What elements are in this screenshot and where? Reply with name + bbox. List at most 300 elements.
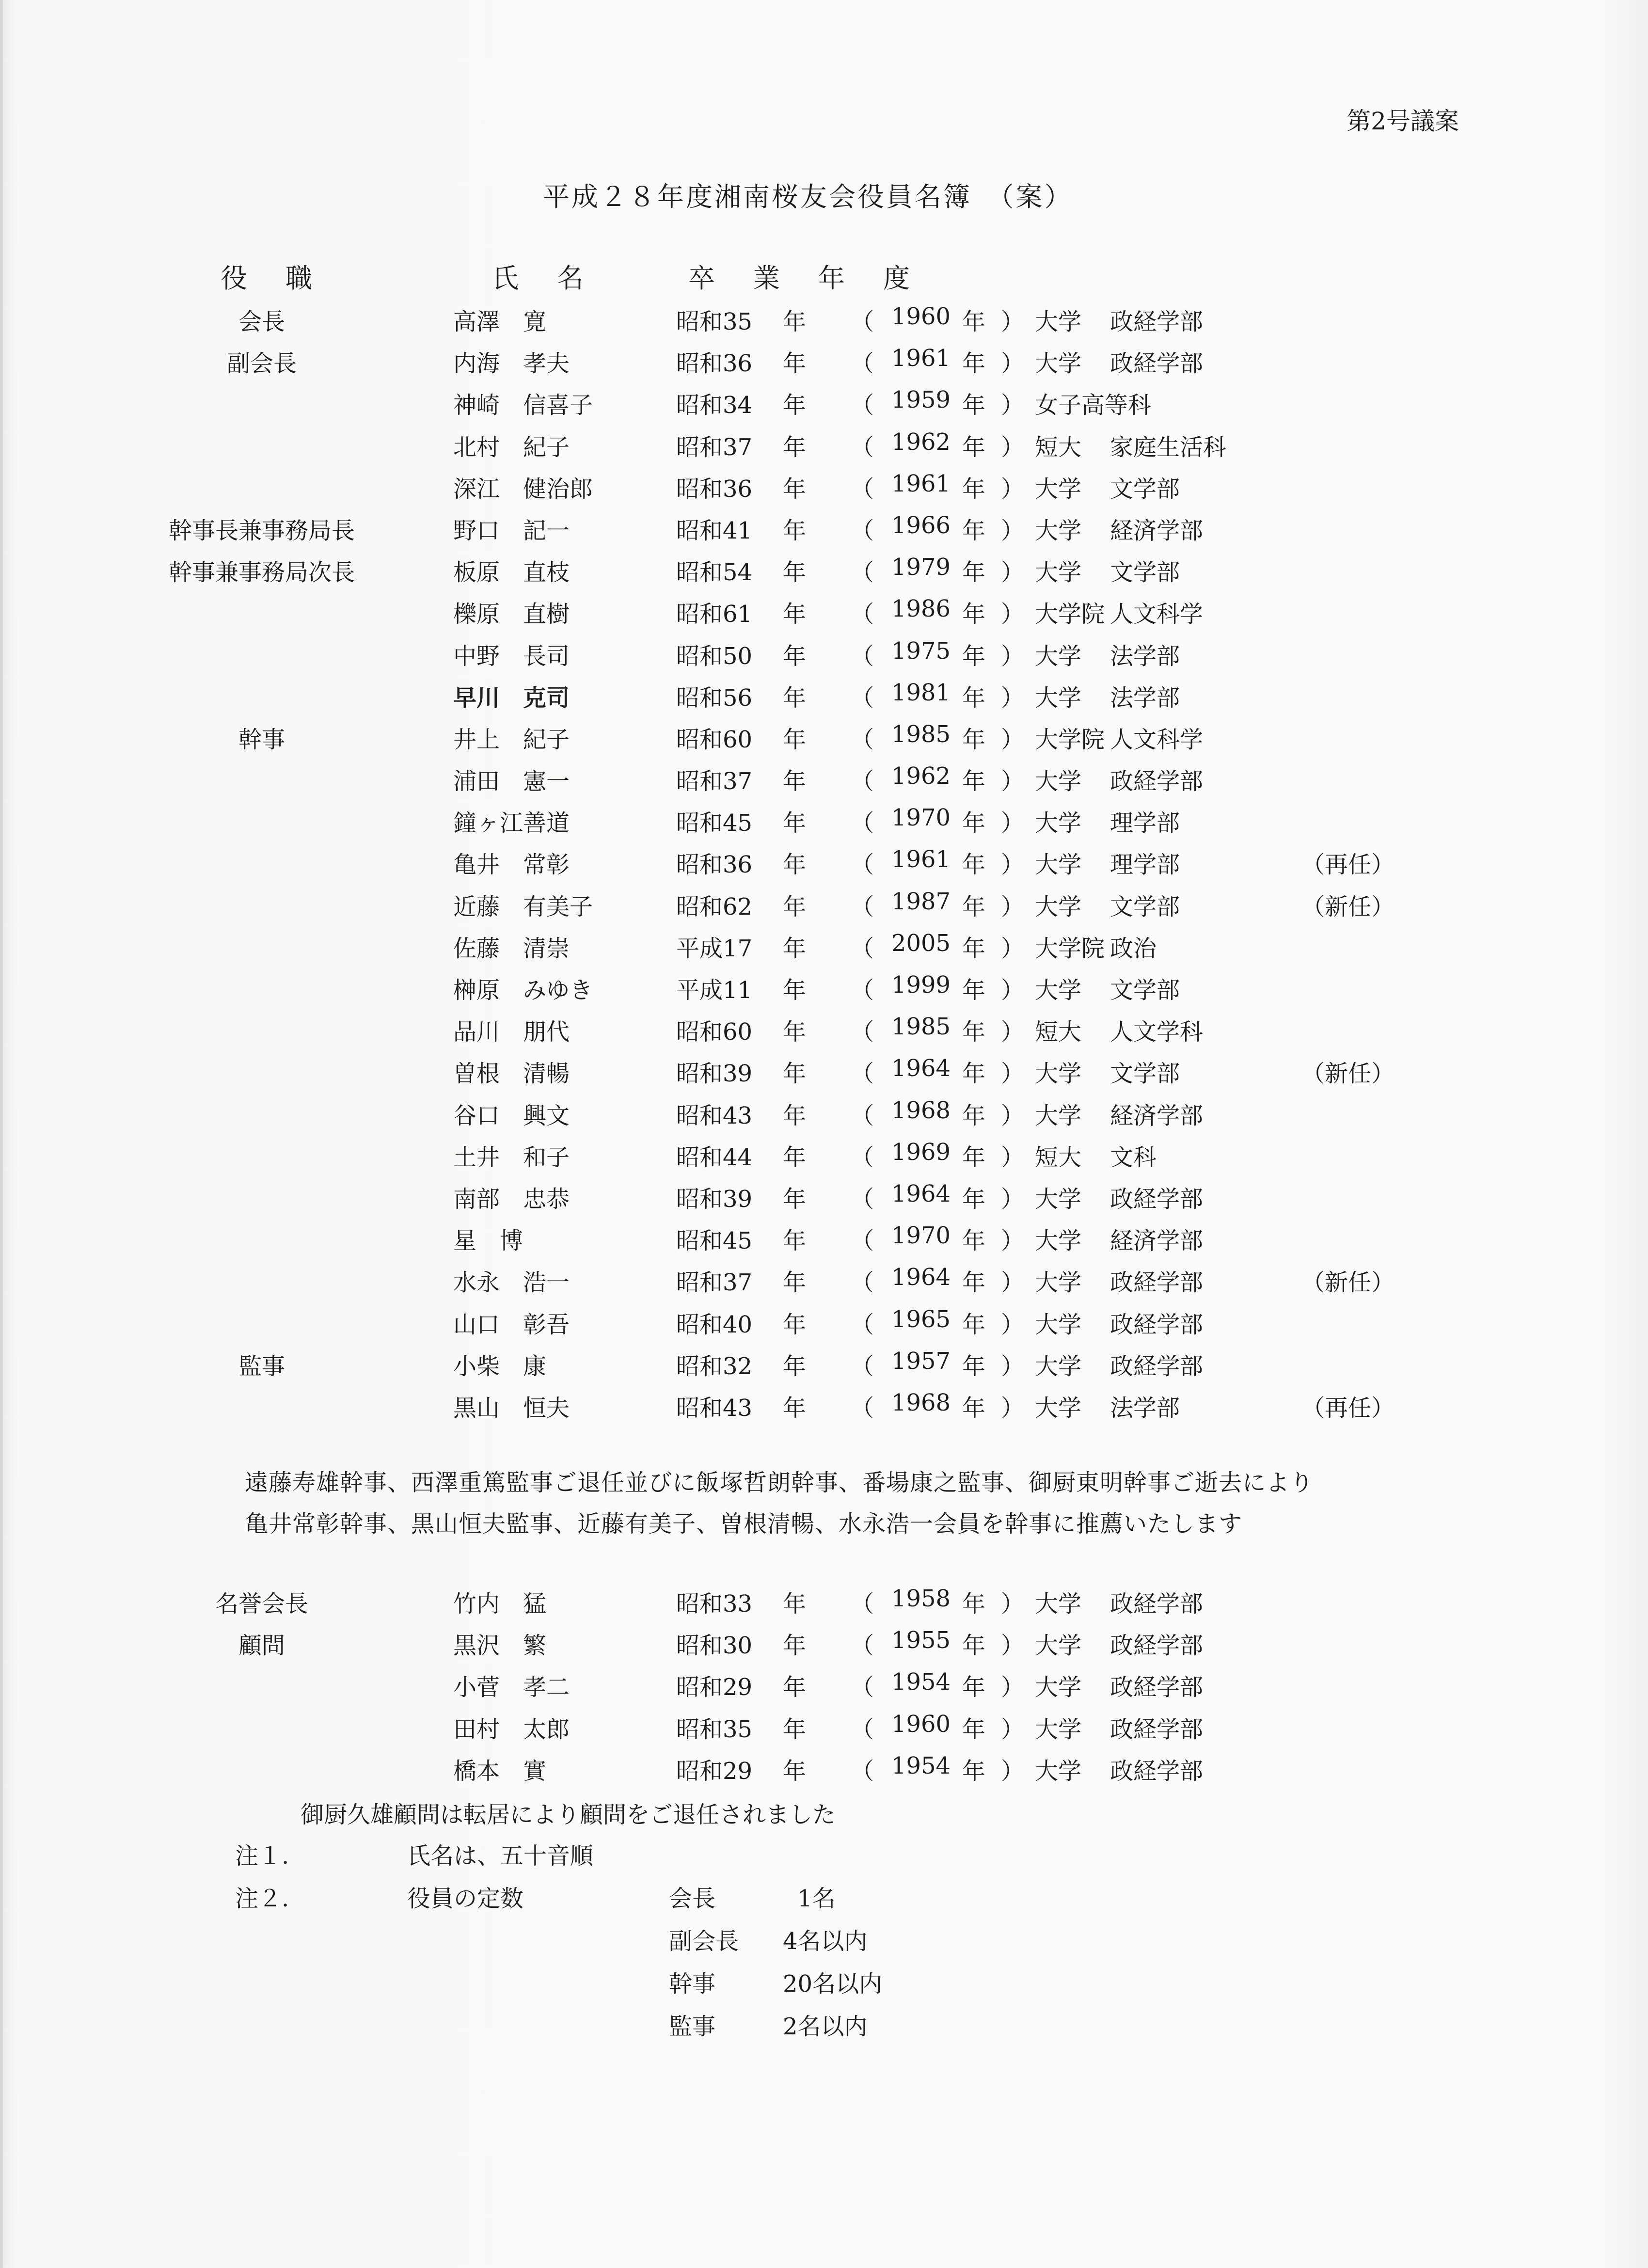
officer-western-year: 1985 bbox=[891, 1013, 951, 1041]
officer-role: 副会長 bbox=[226, 350, 297, 378]
officer-faculty: 人文科学 bbox=[1110, 726, 1204, 753]
advisor-paren-close: ） bbox=[1001, 1715, 1025, 1743]
officer-year-suffix-2: 年 bbox=[962, 935, 986, 962]
retirement-note: 御厨久雄顧問は転居により顧問をご退任されました bbox=[301, 1801, 836, 1828]
officer-paren-open: （ bbox=[851, 1311, 874, 1338]
advisor-name: 橋本 實 bbox=[453, 1757, 547, 1785]
officer-faculty: 理学部 bbox=[1110, 851, 1180, 879]
officer-school: 大学 bbox=[1035, 350, 1082, 378]
officer-paren-close: ） bbox=[1001, 1311, 1025, 1338]
officer-school: 大学 bbox=[1035, 308, 1082, 335]
officer-year-suffix: 年 bbox=[783, 1227, 807, 1255]
officer-faculty: 法学部 bbox=[1110, 1394, 1180, 1422]
officer-name: 水永 浩一 bbox=[453, 1269, 570, 1297]
officer-western-year: 1968 bbox=[891, 1389, 951, 1416]
officer-era-year: 昭和56 bbox=[676, 684, 753, 712]
officer-faculty: 政経学部 bbox=[1110, 768, 1204, 795]
officer-era-year: 昭和41 bbox=[676, 517, 753, 544]
officer-era-year: 昭和36 bbox=[676, 851, 753, 879]
officer-name: 品川 朋代 bbox=[453, 1018, 570, 1046]
officer-paren-open: （ bbox=[851, 392, 874, 419]
advisor-faculty: 政経学部 bbox=[1110, 1674, 1204, 1701]
note-2-label: 注２. bbox=[235, 1885, 289, 1912]
officer-year-suffix: 年 bbox=[783, 475, 807, 503]
officer-era-year: 平成11 bbox=[676, 977, 753, 1004]
officer-paren-open: （ bbox=[851, 433, 874, 461]
advisor-paren-open: （ bbox=[851, 1590, 874, 1618]
officer-name: 山口 彰吾 bbox=[453, 1311, 570, 1338]
officer-year-suffix-2: 年 bbox=[962, 726, 986, 753]
officer-school: 大学 bbox=[1035, 768, 1082, 795]
officer-row bbox=[0, 590, 1648, 632]
officer-year-suffix-2: 年 bbox=[962, 1311, 986, 1338]
officer-status-note: （再任） bbox=[1301, 1394, 1395, 1422]
officer-paren-close: ） bbox=[1001, 1352, 1025, 1380]
officer-row bbox=[0, 1301, 1648, 1343]
officer-era-year: 昭和37 bbox=[676, 768, 753, 795]
officer-era-year: 昭和34 bbox=[676, 392, 753, 419]
advisor-year-suffix-2: 年 bbox=[962, 1590, 986, 1618]
officer-faculty: 政経学部 bbox=[1110, 1185, 1204, 1213]
officer-name: 中野 長司 bbox=[453, 642, 570, 670]
officer-western-year: 1962 bbox=[891, 762, 951, 790]
officer-year-suffix-2: 年 bbox=[962, 1102, 986, 1129]
officer-school: 大学 bbox=[1035, 851, 1082, 879]
advisor-name: 黒沢 繁 bbox=[453, 1632, 547, 1660]
officer-faculty: 文学部 bbox=[1110, 559, 1180, 587]
officer-paren-close: ） bbox=[1001, 1185, 1025, 1213]
officer-era-year: 昭和54 bbox=[676, 559, 753, 587]
officer-row bbox=[0, 424, 1648, 465]
officer-era-year: 昭和44 bbox=[676, 1143, 753, 1171]
officer-paren-close: ） bbox=[1001, 726, 1025, 753]
officer-status-note: （新任） bbox=[1301, 1060, 1395, 1088]
officer-era-year: 昭和60 bbox=[676, 726, 753, 753]
officer-name: 南部 忠恭 bbox=[453, 1185, 570, 1213]
officer-row bbox=[0, 758, 1648, 799]
advisor-name: 竹内 猛 bbox=[453, 1590, 547, 1618]
officer-paren-close: ） bbox=[1001, 935, 1025, 962]
officer-paren-close: ） bbox=[1001, 1269, 1025, 1297]
officer-era-year: 平成17 bbox=[676, 935, 753, 962]
quota-role: 副会長 bbox=[669, 1928, 739, 1955]
officer-western-year: 1964 bbox=[891, 1180, 951, 1207]
officer-name: 井上 紀子 bbox=[453, 726, 570, 753]
officer-paren-open: （ bbox=[851, 308, 874, 335]
officer-name: 早川 克司 bbox=[453, 684, 570, 712]
advisor-name: 小菅 孝二 bbox=[453, 1674, 570, 1701]
officer-school: 大学 bbox=[1035, 517, 1082, 544]
officer-paren-close: ） bbox=[1001, 392, 1025, 419]
officer-year-suffix-2: 年 bbox=[962, 893, 986, 920]
officer-name: 板原 直枝 bbox=[453, 559, 570, 587]
officer-faculty: 文科 bbox=[1110, 1143, 1157, 1171]
officer-year-suffix-2: 年 bbox=[962, 1018, 986, 1046]
officer-row bbox=[0, 674, 1648, 716]
officer-row bbox=[0, 381, 1648, 423]
officer-name: 黒山 恒夫 bbox=[453, 1394, 570, 1422]
officer-era-year: 昭和35 bbox=[676, 308, 753, 335]
officer-name: 亀井 常彰 bbox=[453, 851, 570, 879]
officer-paren-close: ） bbox=[1001, 1018, 1025, 1046]
officer-row bbox=[0, 1259, 1648, 1301]
officer-school: 短大 bbox=[1035, 1143, 1082, 1171]
advisor-school: 大学 bbox=[1035, 1632, 1082, 1660]
advisor-era-year: 昭和29 bbox=[676, 1757, 753, 1785]
advisor-era-year: 昭和29 bbox=[676, 1674, 753, 1701]
officer-year-suffix-2: 年 bbox=[962, 1394, 986, 1422]
officer-western-year: 1979 bbox=[891, 554, 951, 581]
officer-paren-open: （ bbox=[851, 475, 874, 503]
officer-name: 小柴 康 bbox=[453, 1352, 547, 1380]
officer-paren-close: ） bbox=[1001, 1394, 1025, 1422]
advisor-school: 大学 bbox=[1035, 1757, 1082, 1785]
quota-count: 20名以内 bbox=[783, 1970, 883, 1998]
officer-era-year: 昭和40 bbox=[676, 1311, 753, 1338]
officer-faculty: 文学部 bbox=[1110, 893, 1180, 920]
officer-school: 大学 bbox=[1035, 893, 1082, 920]
officer-role: 幹事長兼事務局長 bbox=[168, 517, 355, 544]
officer-row bbox=[0, 1217, 1648, 1259]
officer-year-suffix-2: 年 bbox=[962, 684, 986, 712]
advisor-role: 名誉会長 bbox=[215, 1590, 308, 1618]
officer-era-year: 昭和45 bbox=[676, 1227, 753, 1255]
advisor-western-year: 1960 bbox=[891, 1710, 951, 1738]
officer-school: 大学 bbox=[1035, 642, 1082, 670]
quota-count: 2名以内 bbox=[783, 2013, 868, 2040]
officer-paren-close: ） bbox=[1001, 433, 1025, 461]
officer-school: 大学 bbox=[1035, 1394, 1082, 1422]
officer-name: 榊原 みゆき bbox=[453, 977, 593, 1004]
officer-paren-close: ） bbox=[1001, 893, 1025, 920]
officer-era-year: 昭和60 bbox=[676, 1018, 753, 1046]
officer-paren-open: （ bbox=[851, 350, 874, 378]
officer-western-year: 1999 bbox=[891, 971, 951, 999]
officer-faculty: 経済学部 bbox=[1110, 517, 1204, 544]
advisor-year-suffix-2: 年 bbox=[962, 1674, 986, 1701]
officer-year-suffix: 年 bbox=[783, 1102, 807, 1129]
officer-row bbox=[0, 298, 1648, 340]
officer-era-year: 昭和43 bbox=[676, 1102, 753, 1129]
officer-faculty: 文学部 bbox=[1110, 977, 1180, 1004]
officer-paren-close: ） bbox=[1001, 517, 1025, 544]
officer-faculty: 法学部 bbox=[1110, 684, 1180, 712]
advisor-school: 大学 bbox=[1035, 1590, 1082, 1618]
officer-school: 女子高等科 bbox=[1035, 392, 1152, 419]
officer-row bbox=[0, 340, 1648, 381]
officer-year-suffix-2: 年 bbox=[962, 1269, 986, 1297]
officer-paren-open: （ bbox=[851, 1143, 874, 1171]
advisor-paren-open: （ bbox=[851, 1674, 874, 1701]
officer-name: 土井 和子 bbox=[453, 1143, 570, 1171]
header-name: 氏 名 bbox=[492, 263, 590, 294]
officer-name: 高澤 寛 bbox=[453, 308, 547, 335]
officer-year-suffix: 年 bbox=[783, 1060, 807, 1088]
officer-western-year: 1961 bbox=[891, 345, 951, 372]
advisor-row bbox=[0, 1706, 1648, 1747]
officer-paren-close: ） bbox=[1001, 350, 1025, 378]
officer-era-year: 昭和37 bbox=[676, 1269, 753, 1297]
officer-paren-open: （ bbox=[851, 1352, 874, 1380]
officer-year-suffix-2: 年 bbox=[962, 1143, 986, 1171]
officer-western-year: 1964 bbox=[891, 1264, 951, 1291]
officer-western-year: 1970 bbox=[891, 1222, 951, 1250]
officer-row bbox=[0, 1008, 1648, 1050]
officer-paren-close: ） bbox=[1001, 768, 1025, 795]
officer-era-year: 昭和39 bbox=[676, 1185, 753, 1213]
officer-school: 大学院 bbox=[1035, 726, 1105, 753]
officer-year-suffix-2: 年 bbox=[962, 851, 986, 879]
quota-role: 監事 bbox=[669, 2013, 716, 2040]
officer-year-suffix-2: 年 bbox=[962, 559, 986, 587]
officer-faculty: 理学部 bbox=[1110, 809, 1180, 837]
officer-era-year: 昭和62 bbox=[676, 893, 753, 920]
officer-name: 鐘ヶ江善道 bbox=[453, 809, 570, 837]
officer-role: 幹事兼事務局次長 bbox=[168, 559, 355, 587]
officer-paren-open: （ bbox=[851, 1185, 874, 1213]
officer-name: 浦田 憲一 bbox=[453, 768, 570, 795]
officer-paren-close: ） bbox=[1001, 642, 1025, 670]
officer-era-year: 昭和32 bbox=[676, 1352, 753, 1380]
officer-paren-open: （ bbox=[851, 1102, 874, 1129]
officer-row bbox=[0, 1175, 1648, 1217]
officer-paren-open: （ bbox=[851, 642, 874, 670]
officer-western-year: 1960 bbox=[891, 303, 951, 330]
officer-year-suffix: 年 bbox=[783, 768, 807, 795]
advisor-paren-close: ） bbox=[1001, 1590, 1025, 1618]
officer-faculty: 政経学部 bbox=[1110, 350, 1204, 378]
officer-row bbox=[0, 841, 1648, 883]
officer-year-suffix: 年 bbox=[783, 893, 807, 920]
officer-year-suffix-2: 年 bbox=[962, 350, 986, 378]
officer-western-year: 1961 bbox=[891, 846, 951, 873]
officer-role: 監事 bbox=[238, 1352, 285, 1380]
officer-name: 近藤 有美子 bbox=[453, 893, 593, 920]
header-role: 役 職 bbox=[221, 263, 318, 294]
officer-role: 幹事 bbox=[238, 726, 285, 753]
officer-paren-close: ） bbox=[1001, 559, 1025, 587]
officer-western-year: 1964 bbox=[891, 1055, 951, 1082]
officer-year-suffix-2: 年 bbox=[962, 392, 986, 419]
officer-paren-close: ） bbox=[1001, 601, 1025, 628]
officer-faculty: 政経学部 bbox=[1110, 308, 1204, 335]
officer-name: 谷口 興文 bbox=[453, 1102, 570, 1129]
officer-faculty: 人文科学 bbox=[1110, 601, 1204, 628]
officer-year-suffix: 年 bbox=[783, 1394, 807, 1422]
header-year: 卒 業 年 度 bbox=[688, 263, 916, 294]
officer-faculty: 政経学部 bbox=[1110, 1311, 1204, 1338]
officer-school: 大学 bbox=[1035, 1185, 1082, 1213]
officer-row bbox=[0, 1384, 1648, 1426]
advisor-year-suffix: 年 bbox=[783, 1632, 807, 1660]
officer-paren-open: （ bbox=[851, 517, 874, 544]
advisor-western-year: 1954 bbox=[891, 1752, 951, 1779]
officer-year-suffix: 年 bbox=[783, 392, 807, 419]
officer-year-suffix: 年 bbox=[783, 935, 807, 962]
officer-row bbox=[0, 1343, 1648, 1384]
officer-school: 大学院 bbox=[1035, 601, 1105, 628]
officer-faculty: 政経学部 bbox=[1110, 1269, 1204, 1297]
officer-faculty: 文学部 bbox=[1110, 1060, 1180, 1088]
officer-year-suffix: 年 bbox=[783, 977, 807, 1004]
officer-year-suffix: 年 bbox=[783, 726, 807, 753]
officer-year-suffix-2: 年 bbox=[962, 308, 986, 335]
advisor-school: 大学 bbox=[1035, 1715, 1082, 1743]
officer-western-year: 1969 bbox=[891, 1138, 951, 1166]
officer-paren-open: （ bbox=[851, 809, 874, 837]
officer-year-suffix-2: 年 bbox=[962, 475, 986, 503]
advisor-western-year: 1954 bbox=[891, 1668, 951, 1696]
officer-faculty: 法学部 bbox=[1110, 642, 1180, 670]
officer-paren-open: （ bbox=[851, 1018, 874, 1046]
advisor-year-suffix-2: 年 bbox=[962, 1632, 986, 1660]
advisor-year-suffix: 年 bbox=[783, 1590, 807, 1618]
officer-year-suffix-2: 年 bbox=[962, 768, 986, 795]
officer-paren-close: ） bbox=[1001, 684, 1025, 712]
officer-paren-close: ） bbox=[1001, 977, 1025, 1004]
officer-paren-open: （ bbox=[851, 726, 874, 753]
officer-western-year: 2005 bbox=[891, 929, 951, 957]
officer-western-year: 1959 bbox=[891, 386, 951, 414]
officer-western-year: 1970 bbox=[891, 804, 951, 832]
officer-era-year: 昭和50 bbox=[676, 642, 753, 670]
officer-western-year: 1986 bbox=[891, 595, 951, 623]
officer-school: 大学 bbox=[1035, 559, 1082, 587]
officer-row bbox=[0, 925, 1648, 967]
officer-paren-open: （ bbox=[851, 1269, 874, 1297]
officer-school: 大学 bbox=[1035, 1227, 1082, 1255]
officer-western-year: 1961 bbox=[891, 470, 951, 497]
officer-name: 神崎 信喜子 bbox=[453, 392, 593, 419]
advisor-western-year: 1958 bbox=[891, 1585, 951, 1612]
advisor-row bbox=[0, 1747, 1648, 1789]
officer-year-suffix: 年 bbox=[783, 308, 807, 335]
officer-year-suffix: 年 bbox=[783, 350, 807, 378]
advisor-row bbox=[0, 1664, 1648, 1705]
note-1-label: 注１. bbox=[235, 1842, 289, 1870]
advisor-school: 大学 bbox=[1035, 1674, 1082, 1701]
officer-row bbox=[0, 465, 1648, 507]
officer-status-note: （再任） bbox=[1301, 851, 1395, 879]
advisor-era-year: 昭和30 bbox=[676, 1632, 753, 1660]
officer-paren-open: （ bbox=[851, 893, 874, 920]
quota-count: 1名 bbox=[797, 1885, 836, 1912]
advisor-year-suffix: 年 bbox=[783, 1757, 807, 1785]
officer-era-year: 昭和37 bbox=[676, 433, 753, 461]
page-title: 平成２８年度湘南桜友会役員名簿 （案） bbox=[543, 181, 1073, 212]
officer-year-suffix-2: 年 bbox=[962, 1352, 986, 1380]
advisor-faculty: 政経学部 bbox=[1110, 1757, 1204, 1785]
advisor-paren-open: （ bbox=[851, 1757, 874, 1785]
officer-role: 会長 bbox=[238, 308, 285, 335]
officer-name: 櫟原 直樹 bbox=[453, 601, 570, 628]
officer-row bbox=[0, 883, 1648, 925]
advisor-paren-open: （ bbox=[851, 1715, 874, 1743]
officer-name: 曽根 清暢 bbox=[453, 1060, 570, 1088]
officer-year-suffix-2: 年 bbox=[962, 1185, 986, 1213]
officer-era-year: 昭和61 bbox=[676, 601, 753, 628]
advisor-era-year: 昭和33 bbox=[676, 1590, 753, 1618]
officer-year-suffix-2: 年 bbox=[962, 1060, 986, 1088]
officer-western-year: 1957 bbox=[891, 1347, 951, 1375]
recommendation-line-1: 遠藤寿雄幹事、西澤重篤監事ご退任並びに飯塚哲朗幹事、番場康之監事、御厨東明幹事ご逝去により bbox=[245, 1469, 1314, 1496]
officer-paren-close: ） bbox=[1001, 475, 1025, 503]
recommendation-line-2: 亀井常彰幹事、黒山恒夫監事、近藤有美子、曽根清暢、水永浩一会員を幹事に推薦いたします bbox=[245, 1510, 1243, 1538]
officer-row bbox=[0, 716, 1648, 758]
officer-paren-open: （ bbox=[851, 559, 874, 587]
officer-year-suffix-2: 年 bbox=[962, 642, 986, 670]
officer-year-suffix-2: 年 bbox=[962, 517, 986, 544]
officer-western-year: 1968 bbox=[891, 1096, 951, 1124]
officer-status-note: （新任） bbox=[1301, 1269, 1395, 1297]
officer-row bbox=[0, 1050, 1648, 1092]
officer-faculty: 人文学科 bbox=[1110, 1018, 1204, 1046]
officer-era-year: 昭和36 bbox=[676, 350, 753, 378]
officer-western-year: 1962 bbox=[891, 428, 951, 456]
officer-school: 大学 bbox=[1035, 684, 1082, 712]
officer-era-year: 昭和39 bbox=[676, 1060, 753, 1088]
honorary-roster bbox=[0, 1580, 1648, 1789]
officer-school: 大学 bbox=[1035, 977, 1082, 1004]
advisor-row bbox=[0, 1580, 1648, 1622]
advisor-year-suffix-2: 年 bbox=[962, 1715, 986, 1743]
officer-roster bbox=[0, 298, 1648, 1426]
officer-status-note: （新任） bbox=[1301, 893, 1395, 920]
officer-faculty: 政治 bbox=[1110, 935, 1157, 962]
officer-paren-open: （ bbox=[851, 684, 874, 712]
quota-role: 幹事 bbox=[669, 1970, 716, 1998]
officer-faculty: 文学部 bbox=[1110, 475, 1180, 503]
officer-name: 星 博 bbox=[453, 1227, 523, 1255]
officer-year-suffix: 年 bbox=[783, 601, 807, 628]
officer-school: 大学 bbox=[1035, 1311, 1082, 1338]
officer-year-suffix: 年 bbox=[783, 1143, 807, 1171]
officer-western-year: 1975 bbox=[891, 637, 951, 665]
officer-faculty: 経済学部 bbox=[1110, 1227, 1204, 1255]
officer-paren-close: ） bbox=[1001, 1143, 1025, 1171]
officer-school: 大学 bbox=[1035, 475, 1082, 503]
officer-year-suffix: 年 bbox=[783, 433, 807, 461]
officer-year-suffix: 年 bbox=[783, 1185, 807, 1213]
officer-year-suffix: 年 bbox=[783, 559, 807, 587]
officer-paren-close: ） bbox=[1001, 1102, 1025, 1129]
officer-school: 短大 bbox=[1035, 433, 1082, 461]
officer-paren-open: （ bbox=[851, 1227, 874, 1255]
officer-year-suffix: 年 bbox=[783, 517, 807, 544]
officer-western-year: 1985 bbox=[891, 720, 951, 748]
officer-row bbox=[0, 549, 1648, 590]
officer-paren-open: （ bbox=[851, 768, 874, 795]
officer-faculty: 経済学部 bbox=[1110, 1102, 1204, 1129]
officer-school: 短大 bbox=[1035, 1018, 1082, 1046]
officer-paren-open: （ bbox=[851, 935, 874, 962]
officer-paren-open: （ bbox=[851, 1394, 874, 1422]
officer-row bbox=[0, 1134, 1648, 1175]
officer-school: 大学 bbox=[1035, 1060, 1082, 1088]
officer-year-suffix: 年 bbox=[783, 1311, 807, 1338]
officer-year-suffix: 年 bbox=[783, 1352, 807, 1380]
officer-paren-open: （ bbox=[851, 977, 874, 1004]
advisor-paren-close: ） bbox=[1001, 1632, 1025, 1660]
document-number: 第2号議案 bbox=[1347, 107, 1459, 135]
officer-western-year: 1981 bbox=[891, 679, 951, 706]
advisor-faculty: 政経学部 bbox=[1110, 1715, 1204, 1743]
officer-western-year: 1987 bbox=[891, 888, 951, 915]
officer-name: 佐藤 清崇 bbox=[453, 935, 570, 962]
officer-faculty: 政経学部 bbox=[1110, 1352, 1204, 1380]
advisor-paren-close: ） bbox=[1001, 1757, 1025, 1785]
officer-paren-close: ） bbox=[1001, 308, 1025, 335]
